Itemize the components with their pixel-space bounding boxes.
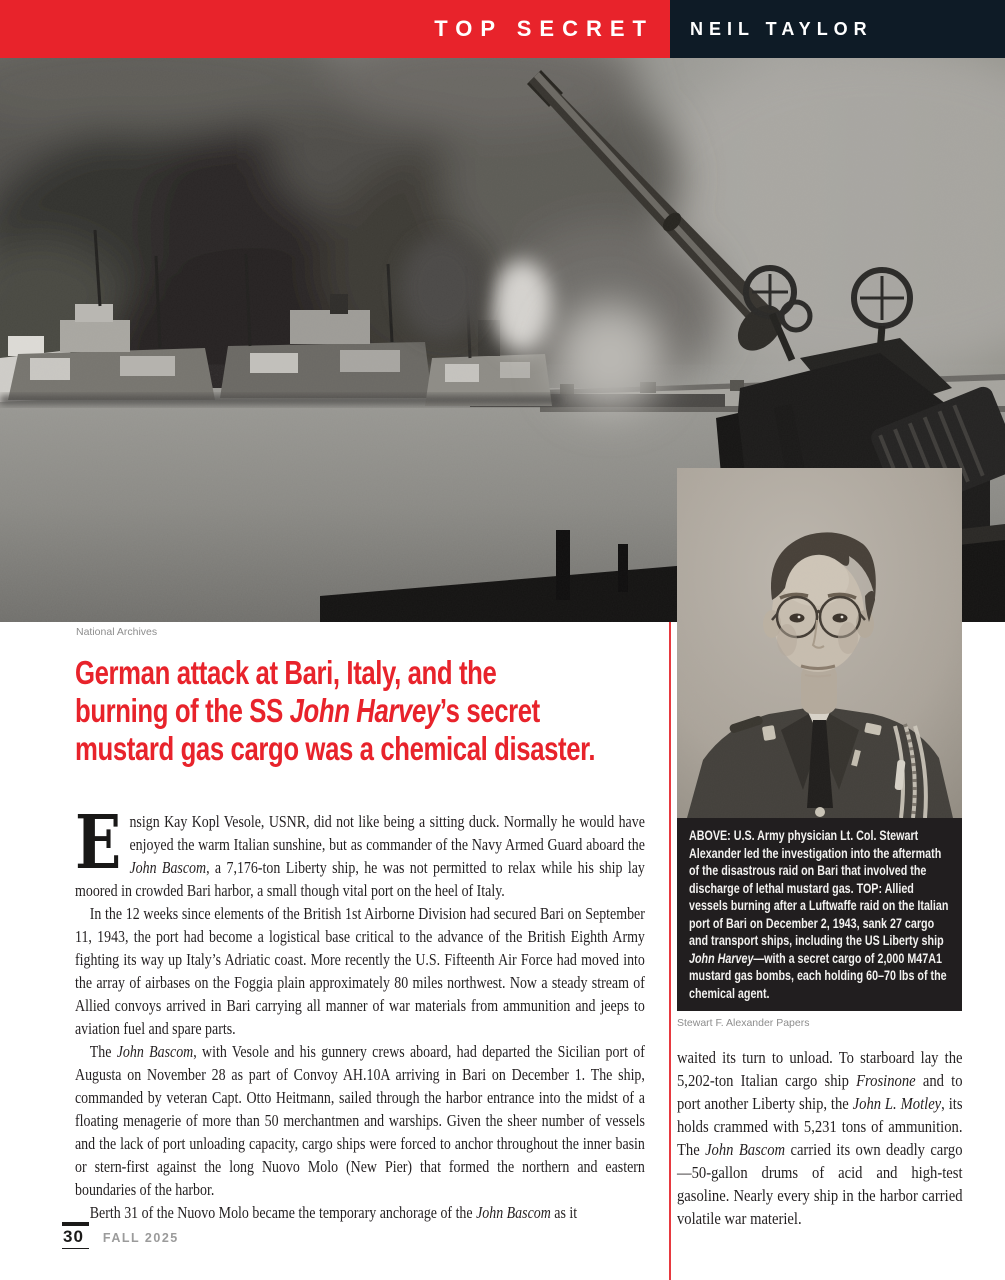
portrait-photo	[677, 468, 962, 818]
kicker-band	[0, 0, 670, 58]
author-name: NEIL TAYLOR	[690, 18, 873, 39]
photo-credit-national-archives: National Archives	[76, 626, 158, 638]
article-paragraph: Berth 31 of the Nuovo Molo became the temporary anchorage of the John Bascom as it	[89, 1203, 578, 1222]
headline	[75, 654, 655, 768]
article-paragraph: The John Bascom, with Vesole and his gunnery crews aboard, had departed the Sicilian port of Augusta on November 28 as part of Convoy AH.10A arriving in Bari on December 1. The ship, commanded by veteran Capt. Otto Heitmann, sailed through the harbor entrance into the midst of a floating menagerie of more than 50 merchantmen and warships. Given the sheer number of vessels and the lack of port unloading capacity, cargo ships were forced to anchor throughout the inner basin or stern-first against the long Nuovo Molo (New Pier) that formed the northern and eastern boundaries of the harbor.	[75, 1042, 645, 1199]
article-paragraph: waited its turn to unload. To starboard lay the 5,202-ton Italian cargo ship Frosinone and to port another Liberty ship, the John L. Motley, its holds crammed with 5,231 tons of ammunition. The John Bascom carried its own deadly cargo—50-gallon drums of acid and high-test gasoline. Nearly every ship in the harbor carried volatile war materiel.	[677, 1048, 963, 1228]
issue-label: FALL 2025	[102, 1231, 179, 1245]
article-left-text	[75, 800, 645, 1224]
headline-line: mustard gas cargo was a chemical disaster.	[75, 730, 596, 767]
photo-caption: ABOVE: U.S. Army physician Lt. Col. Stewart Alexander led the investigation into the aftermath of the disastrous raid on Bari that involved the discharge of lethal mustard gas. TOP: Allied vessels burning after a Luftwaffe raid on the Italian port of Bari on December 2, 1943, sank 27 cargo and transport ships, including the US Liberty ship John Harvey—with a secret cargo of 2,000 M47A1 mustard gas bombs, each holding 60–70 lbs of the chemical agent.	[689, 828, 949, 1001]
headline-line: burning of the SS John Harvey’s secret	[75, 692, 540, 729]
portrait-photo-graphic	[677, 468, 962, 818]
headline-line: German attack at Bari, Italy, and the	[75, 654, 497, 691]
article-paragraph: Ensign Kay Kopl Vesole, USNR, did not like being a sitting duck. Normally he would have enjoyed the warm Italian sunshine, but as commander of the Navy Armed Guard aboard the John Bascom, a 7,176-ton Liberty ship, he was not permitted to relax while his ship lay moored in crowded Bari harbor, a small though vital port on the heel of Italy.	[75, 800, 645, 900]
kicker-label: TOP SECRET	[434, 16, 654, 41]
article-left-column	[75, 800, 645, 1224]
photo-credit-alexander-papers: Stewart F. Alexander Papers	[677, 1017, 810, 1029]
page-number: 30	[62, 1222, 89, 1249]
article-right-column	[677, 1046, 962, 1230]
author-band	[670, 0, 1005, 58]
photo-caption-box	[677, 818, 962, 1011]
column-divider-rule	[669, 622, 671, 1280]
drop-cap: E	[75, 800, 122, 886]
headline-lines	[75, 654, 652, 768]
right-rail	[677, 468, 962, 1230]
page-footer	[62, 1222, 179, 1249]
article-paragraph: In the 12 weeks since elements of the British 1st Airborne Division had secured Bari on September 11, 1943, the port had become a logistical base critical to the advance of the British Eighth Army fighting its way up Italy’s Adriatic coast. More recently the U.S. Fifteenth Air Force had moved into the array of airbases on the Foggia plain approximately 80 miles northwest. Now a steady stream of Allied convoys arrived in Bari carrying all manner of war materials from ammunition and jeeps to aviation fuel and spare parts.	[75, 904, 645, 1038]
